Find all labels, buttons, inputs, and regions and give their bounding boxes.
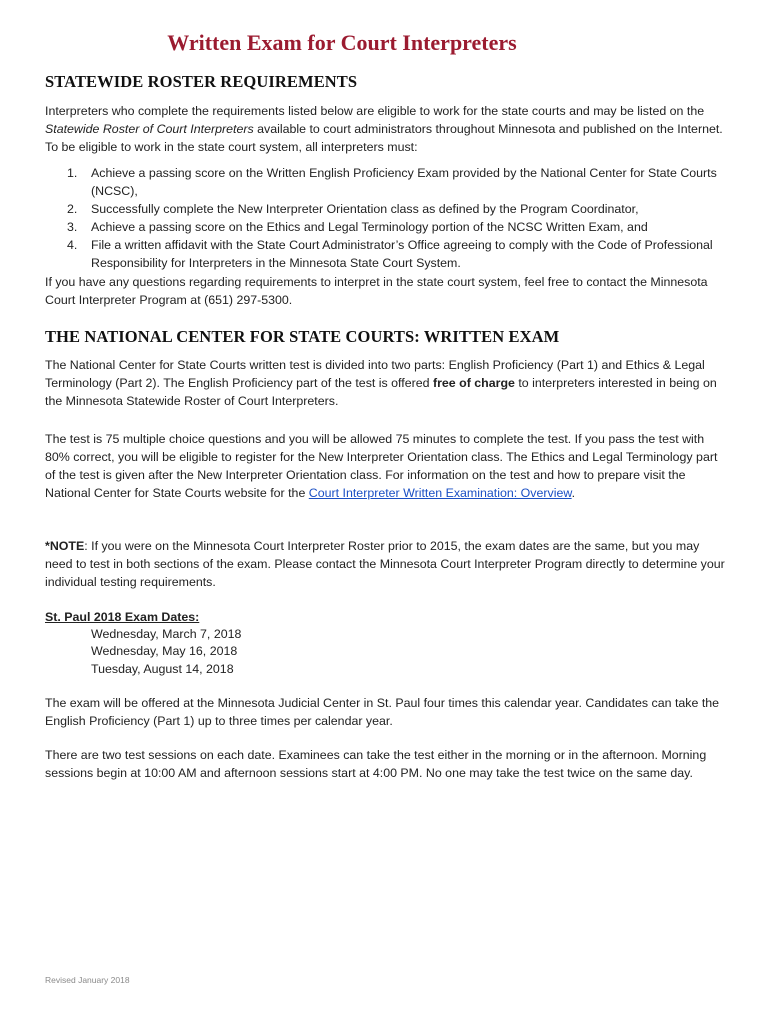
exam-parts-end: to interpreters interested in being on the Minnesota Statewide Roster of Court Interpreters. bbox=[45, 376, 717, 408]
exam-dates-heading: St. Paul 2018 Exam Dates: bbox=[45, 610, 200, 624]
roster-intro-paragraph bbox=[45, 102, 729, 156]
requirements-list bbox=[45, 164, 729, 272]
note-label: *NOTE bbox=[45, 539, 85, 553]
note-paragraph bbox=[45, 537, 729, 591]
requirement-item bbox=[45, 218, 729, 236]
requirement-text: Achieve a passing score on the Written English Proficiency Exam provided by the National Center for State Courts (NCSC), bbox=[91, 166, 717, 198]
written-exam-overview-link[interactable]: Court Interpreter Written Examination: Overview bbox=[308, 486, 572, 500]
requirement-text: File a written affidavit with the State Court Administrator’s Office agreeing to comply with the Code of Professional Responsibility for Interpreters in the Minnesota State Court System. bbox=[91, 238, 713, 270]
exam-location-paragraph: The exam will be offered at the Minnesota Judicial Center in St. Paul four times this calendar year. Candidates can take the English Proficiency (Part 1) up to three times per calendar year. bbox=[45, 696, 720, 728]
exam-parts-start: The National Center for State Courts written test is divided into two parts: English Proficiency (Part 1) and Ethics & Legal Terminology (Part 2). The English Proficiency part of the test is offered bbox=[45, 358, 705, 390]
exam-date: Wednesday, March 7, 2018 bbox=[91, 627, 242, 641]
note-text: : If you were on the Minnesota Court Interpreter Roster prior to 2015, the exam dates are the same, but you may need to test in both sections of the exam. Please contact the Minnesota Court Interpreter Program directly to determine your individual testing requirements. bbox=[45, 539, 725, 589]
requirement-item bbox=[45, 236, 729, 272]
requirement-text: Successfully complete the New Interpreter Orientation class as defined by the Program Coordinator, bbox=[91, 202, 639, 216]
test-format-text: The test is 75 multiple choice questions and you will be allowed 75 minutes to complete the test. If you pass the test with 80% correct, you will be eligible to register for the New Interpreter Orientation class. The Ethics and Legal Terminology part of the test is given after the New Interpreter Orientation class. For information on the test and how to prepare visit the National Center for State Courts website for the bbox=[45, 432, 718, 500]
requirement-number: 1. bbox=[67, 166, 78, 180]
requirement-item bbox=[45, 164, 729, 200]
revision-footer: Revised January 2018 bbox=[45, 975, 130, 985]
requirement-number: 4. bbox=[67, 238, 78, 252]
exam-parts-paragraph bbox=[45, 356, 729, 410]
requirement-number: 2. bbox=[67, 202, 78, 216]
exam-date: Wednesday, May 16, 2018 bbox=[91, 644, 238, 658]
roster-requirements-heading: STATEWIDE ROSTER REQUIREMENTS bbox=[45, 72, 358, 91]
exam-date: Tuesday, August 14, 2018 bbox=[91, 662, 234, 676]
requirement-number: 3. bbox=[67, 220, 78, 234]
requirement-item bbox=[45, 200, 729, 218]
test-format-end: . bbox=[571, 486, 576, 500]
roster-intro-end: available to court administrators throughout Minnesota and published on the Internet. To be eligible to work in the state court system, all interpreters must: bbox=[45, 122, 723, 154]
written-exam-heading: THE NATIONAL CENTER FOR STATE COURTS: WRITTEN EXAM bbox=[45, 327, 560, 346]
roster-name-emphasis: Statewide Roster of Court Interpreters bbox=[45, 122, 254, 136]
test-sessions-paragraph: There are two test sessions on each date. Examinees can take the test either in the morning or in the afternoon. Morning sessions begin at 10:00 AM and afternoon sessions start at 4:00 PM. No one may take the test twice on the same day. bbox=[45, 748, 707, 780]
test-format-paragraph bbox=[45, 430, 729, 502]
free-of-charge-emphasis: free of charge bbox=[432, 376, 515, 390]
roster-intro-start: Interpreters who complete the requirements listed below are eligible to work for the state courts and may be listed on the bbox=[45, 104, 705, 118]
page-title: Written Exam for Court Interpreters bbox=[167, 30, 517, 55]
requirement-text: Achieve a passing score on the Ethics and Legal Terminology portion of the NCSC Written Exam, and bbox=[91, 220, 648, 234]
contact-paragraph: If you have any questions regarding requirements to interpret in the state court system, feel free to contact the Minnesota Court Interpreter Program at (651) 297-5300. bbox=[45, 275, 708, 307]
